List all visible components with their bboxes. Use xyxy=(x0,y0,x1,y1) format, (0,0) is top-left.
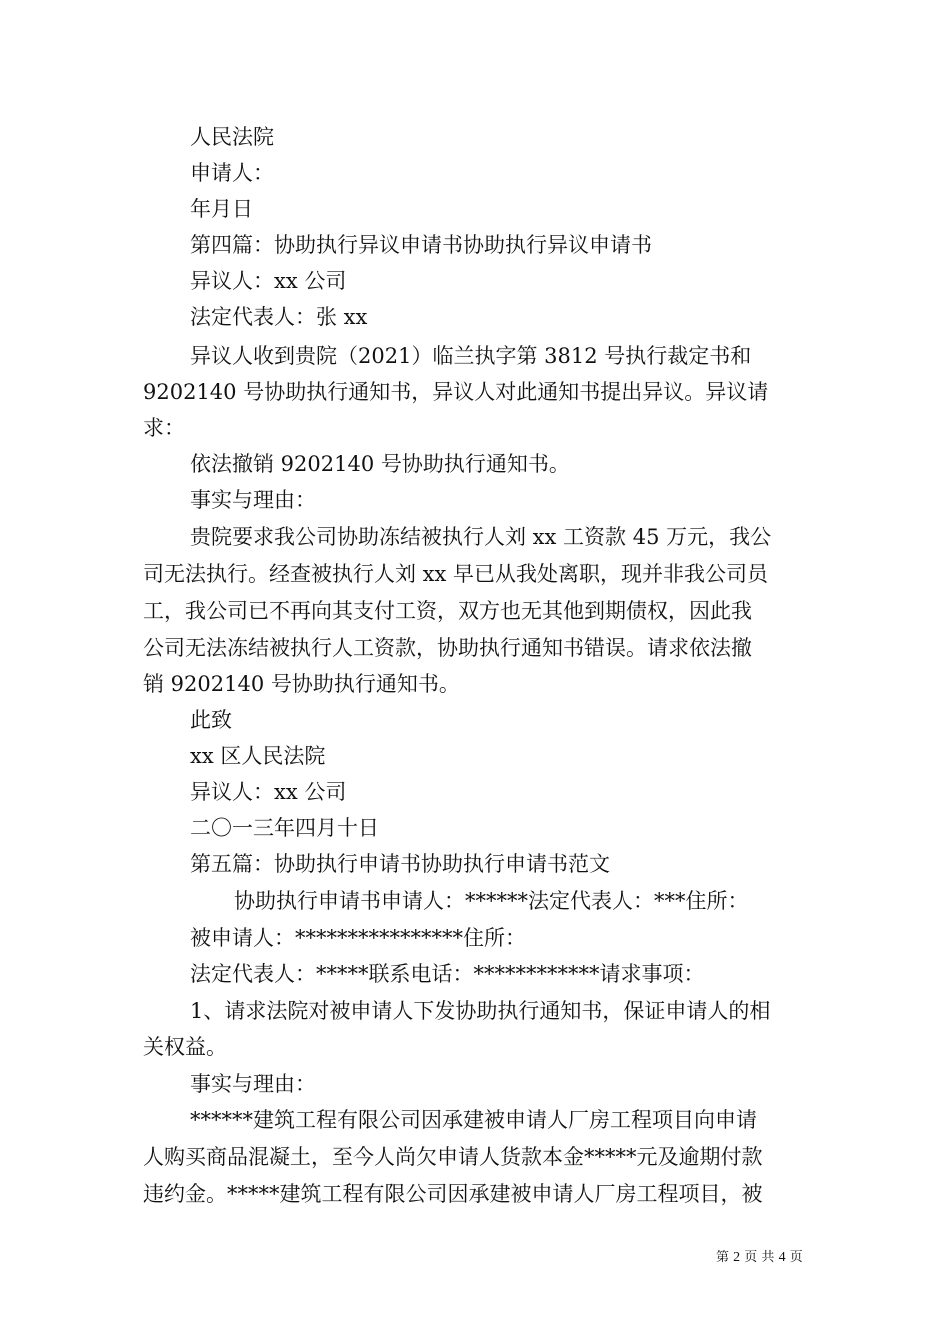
paragraph-line: 关权益。 xyxy=(143,1035,227,1059)
text-line: 人民法院 xyxy=(190,125,274,149)
text-line: 法定代表人：*****联系电话：************请求事项： xyxy=(190,962,705,986)
page-footer xyxy=(716,1246,803,1266)
text-line: 年月日 xyxy=(190,197,253,221)
text-line: 依法撤销 9202140 号协助执行通知书。 xyxy=(190,452,570,476)
paragraph-line: 贵院要求我公司协助冻结被执行人刘 xx 工资款 45 万元，我公 xyxy=(190,525,772,549)
text-line: 法定代表人：张 xx xyxy=(190,305,368,329)
page-number: 2 xyxy=(733,1250,741,1265)
section-heading: 第四篇：协助执行异议申请书协助执行异议申请书 xyxy=(190,233,652,257)
section-heading: 第五篇：协助执行申请书协助执行申请书范文 xyxy=(190,852,610,876)
footer-suffix: 页 xyxy=(789,1250,803,1265)
paragraph-line: 工，我公司已不再向其支付工资，双方也无其他到期债权，因此我 xyxy=(143,599,752,623)
paragraph-line: 异议人收到贵院（2021）临兰执字第 3812 号执行裁定书和 xyxy=(190,344,752,368)
paragraph-line: 人购买商品混凝土，至今人尚欠申请人货款本金*****元及逾期付款 xyxy=(143,1145,763,1169)
paragraph-line: 司无法执行。经查被执行人刘 xx 早已从我处离职，现并非我公司员 xyxy=(143,562,769,586)
footer-prefix: 第 xyxy=(716,1250,730,1265)
text-line: 被申请人：****************住所： xyxy=(190,926,526,950)
paragraph-line: ******建筑工程有限公司因承建被申请人厂房工程项目向申请 xyxy=(190,1108,757,1132)
page-total: 4 xyxy=(778,1250,786,1265)
footer-middle: 页 共 xyxy=(744,1250,775,1265)
text-line: 二〇一三年四月十日 xyxy=(190,816,379,840)
paragraph-line: 销 9202140 号协助执行通知书。 xyxy=(143,672,460,696)
text-line: 事实与理由： xyxy=(190,1072,316,1096)
text-line: 申请人： xyxy=(190,161,274,185)
paragraph-line: 求： xyxy=(143,416,185,440)
text-line: 此致 xyxy=(190,708,232,732)
text-line: 异议人：xx 公司 xyxy=(190,269,347,293)
paragraph-line: 公司无法冻结被执行人工资款，协助执行通知书错误。请求依法撤 xyxy=(143,636,752,660)
text-line: 协助执行申请书申请人：******法定代表人：***住所： xyxy=(234,889,749,913)
text-line: xx 区人民法院 xyxy=(190,744,326,768)
paragraph-line: 1、请求法院对被申请人下发协助执行通知书，保证申请人的相 xyxy=(190,999,771,1023)
text-line: 事实与理由： xyxy=(190,488,316,512)
text-line: 异议人：xx 公司 xyxy=(190,780,347,804)
paragraph-line: 9202140 号协助执行通知书，异议人对此通知书提出异议。异议请 xyxy=(143,380,769,404)
paragraph-line: 违约金。*****建筑工程有限公司因承建被申请人厂房工程项目，被 xyxy=(143,1182,763,1206)
